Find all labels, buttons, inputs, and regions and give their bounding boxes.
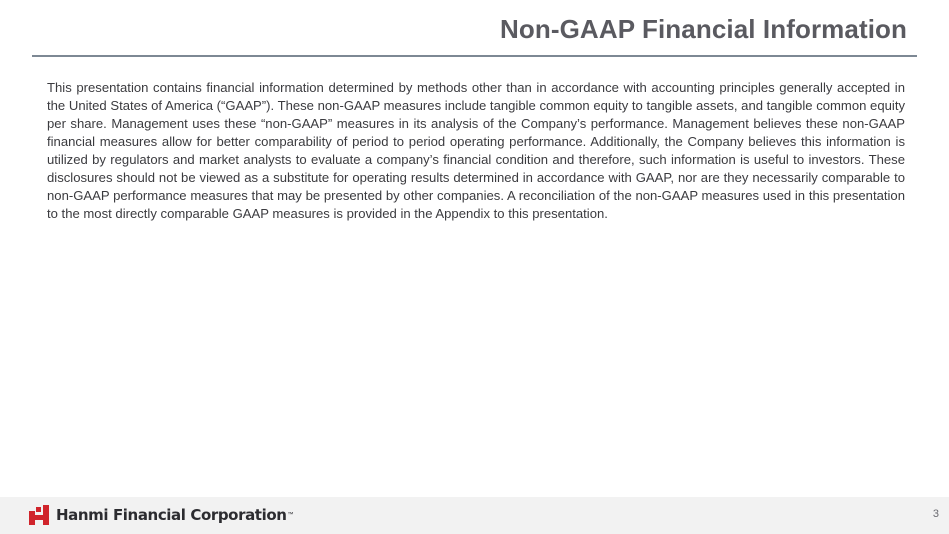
company-name: Hanmi Financial Corporation — [56, 506, 287, 524]
hanmi-h-logo-icon — [28, 504, 50, 526]
slide-footer — [0, 497, 949, 534]
company-logo — [28, 502, 294, 528]
trademark-symbol: ™ — [287, 512, 294, 518]
slide-title: Non-GAAP Financial Information — [500, 14, 907, 44]
page-number: 3 — [932, 508, 939, 520]
title-divider — [32, 55, 917, 57]
disclosure-paragraph: This presentation contains financial information determined by methods other than in accordance with accounting principles generally accepted in the United States of America (“GAAP”). These non-GAAP measures include tangible common equity to tangible assets, and tangible common equity per share. Management uses these “non-GAAP” measures in its analysis of the Company’s performance. Management believes these non-GAAP financial measures allow for better comparability of period to period operating performance. Additionally, the Company believes this information is utilized by regulators and market analysts to evaluate a company’s financial condition and therefore, such information is useful to investors. These disclosures should not be viewed as a substitute for operating results determined in accordance with GAAP, nor are they necessarily comparable to non-GAAP performance measures that may be presented by other companies. A reconciliation of the non-GAAP measures used in this presentation to the most directly comparable GAAP measures is provided in the Appendix to this presentation. — [47, 80, 905, 221]
